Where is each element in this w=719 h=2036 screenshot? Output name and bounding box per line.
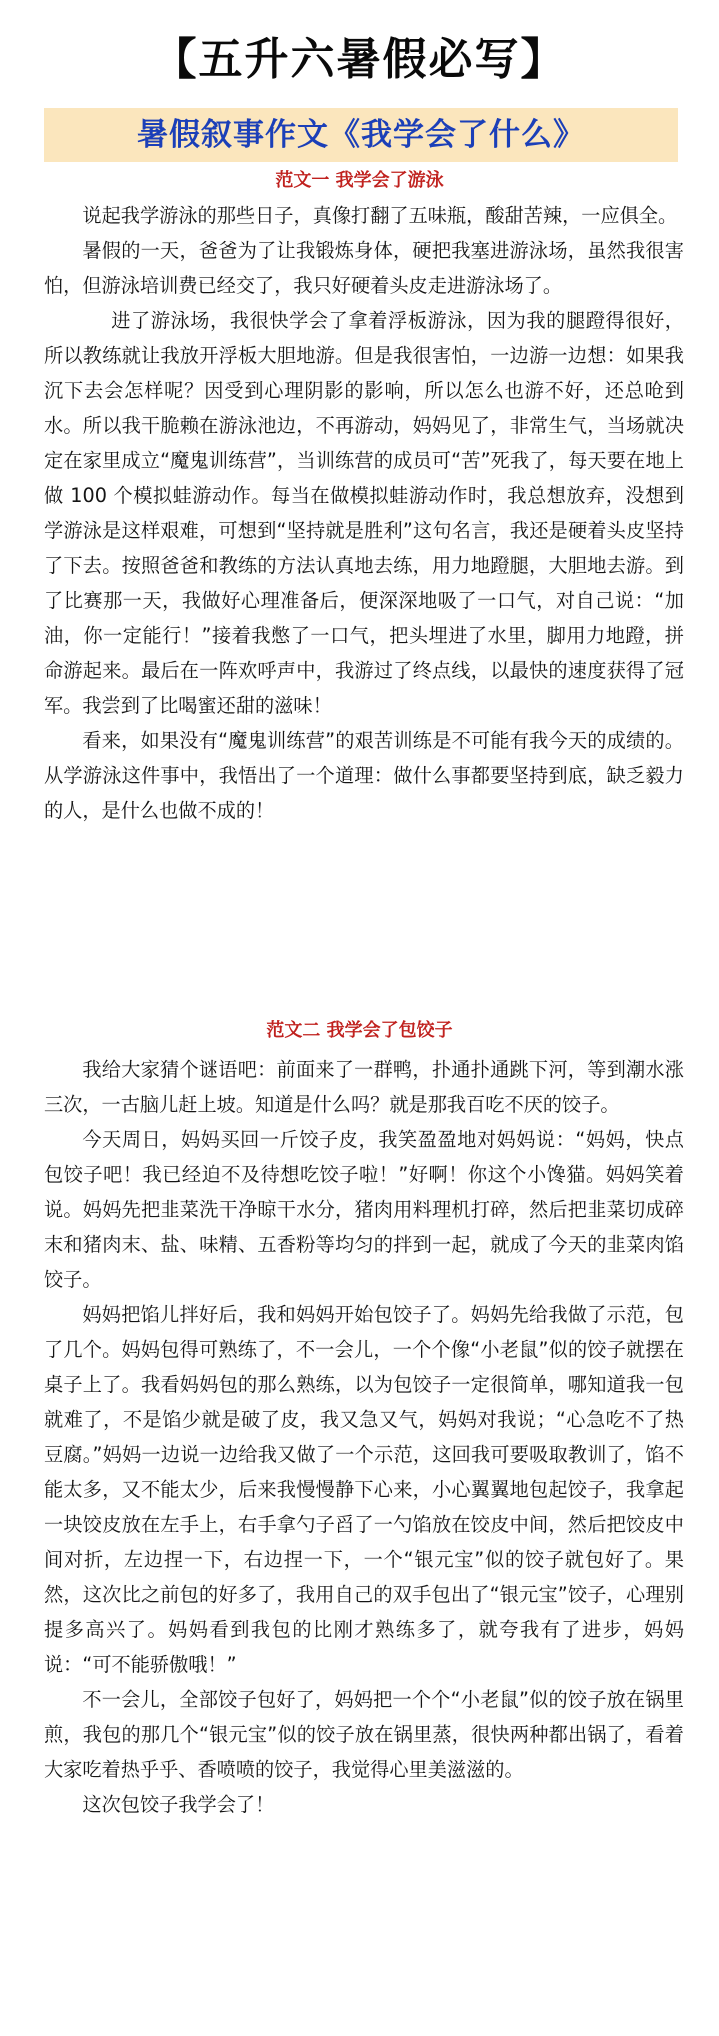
essay-2-paragraph-3: 妈妈把馅儿拌好后，我和妈妈开始包饺子了。妈妈先给我做了示范，包了几个。妈妈包得可熟练了，不一会儿，一个个像“小老鼠”似的饺子就摆在桌子上了。我看妈妈包的那么熟练，以为包饺子一定很简单，哪知道我一包就难了，不是馅少就是破了皮，我又急又气，妈妈对我说；“心急吃不了热豆腐。”妈妈一边说一边给我又做了一个示范，这回我可要吸取教训了，馅不能太多，又不能太少，后来我慢慢静下心来，小心翼翼地包起饺子，我拿起一块饺皮放在左手上，右手拿勺子舀了一勺馅放在饺皮中间，然后把饺皮中间对折，左边捏一下，右边捏一下，一个“银元宝”似的饺子就包好了。果然，这次比之前包的好多了，我用自己的双手包出了“银元宝”饺子，心理别提多高兴了。妈妈看到我包的比刚才熟练多了，就夸我有了进步，妈妈说：“可不能骄傲哦！” xyxy=(44,1303,684,1676)
essay-2-paragraph-4: 不一会儿，全部饺子包好了，妈妈把一个个“小老鼠”似的饺子放在锅里煎，我包的那几个“银元宝”似的饺子放在锅里蒸，很快两种都出锅了，看着大家吃着热乎乎、香喷喷的饺子，我觉得心里美滋滋的。 xyxy=(44,1688,684,1781)
essay-1-heading: 范文一 我学会了游泳 xyxy=(275,170,444,191)
essay-1-body xyxy=(44,198,684,828)
subtitle-banner: 暑假叙事作文《我学会了什么》 xyxy=(44,108,678,162)
essay-1-paragraph-4: 看来，如果没有“魔鬼训练营”的艰苦训练是不可能有我今天的成绩的。从学游泳这件事中，我悟出了一个道理：做什么事都要坚持到底，缺乏毅力的人，是什么也做不成的！ xyxy=(44,729,684,822)
essay-1-paragraph-2: 暑假的一天，爸爸为了让我锻炼身体，硬把我塞进游泳场，虽然我很害怕，但游泳培训费已经交了，我只好硬着头皮走进游泳场了。 xyxy=(44,239,684,297)
essay-2-heading: 范文二 我学会了包饺子 xyxy=(266,1020,453,1041)
essay-2-paragraph-2: 今天周日，妈妈买回一斤饺子皮，我笑盈盈地对妈妈说：“妈妈，快点包饺子吧！我已经迫不及待想吃饺子啦！”好啊！你这个小馋猫。妈妈笑着说。妈妈先把韭菜洗干净晾干水分，猪肉用料理机打碎，然后把韭菜切成碎末和猪肉末、盐、味精、五香粉等均匀的拌到一起，就成了今天的韭菜肉馅饺子。 xyxy=(44,1128,684,1291)
essay-1-paragraph-1: 说起我学游泳的那些日子，真像打翻了五味瓶，酸甜苦辣，一应俱全。 xyxy=(82,204,678,227)
essay-2-body xyxy=(44,1052,684,1822)
essay-2-paragraph-5: 这次包饺子我学会了！ xyxy=(82,1793,275,1816)
essay-2-paragraph-1: 我给大家猜个谜语吧：前面来了一群鸭，扑通扑通跳下河，等到潮水涨三次，一古脑儿赶上坡。知道是什么吗？就是那我百吃不厌的饺子。 xyxy=(44,1058,684,1116)
main-title: 【五升六暑假必写】 xyxy=(152,34,567,85)
essay-1-paragraph-3: 进了游泳场，我很快学会了拿着浮板游泳，因为我的腿蹬得很好，所以教练就让我放开浮板大胆地游。但是我很害怕，一边游一边想：如果我沉下去会怎样呢？因受到心理阴影的影响，所以怎么也游不好，还总呛到水。所以我干脆赖在游泳池边，不再游动，妈妈见了，非常生气，当场就决定在家里成立“魔鬼训练营”，当训练营的成员可“苦”死我了，每天要在地上做 100 个模拟蛙游动作。每当在做模拟蛙游动作时，我总想放弃，没想到学游泳是这样艰难，可想到“坚持就是胜利”这句名言，我还是硬着头皮坚持了下去。按照爸爸和教练的方法认真地去练，用力地蹬腿，大胆地去游。到了比赛那一天，我做好心理准备后，便深深地吸了一口气，对自己说：“加油，你一定能行！”接着我憋了一口气，把头埋进了水里，脚用力地蹬，拼命游起来。最后在一阵欢呼声中，我游过了终点线，以最快的速度获得了冠军。我尝到了比喝蜜还甜的滋味！ xyxy=(44,309,684,717)
